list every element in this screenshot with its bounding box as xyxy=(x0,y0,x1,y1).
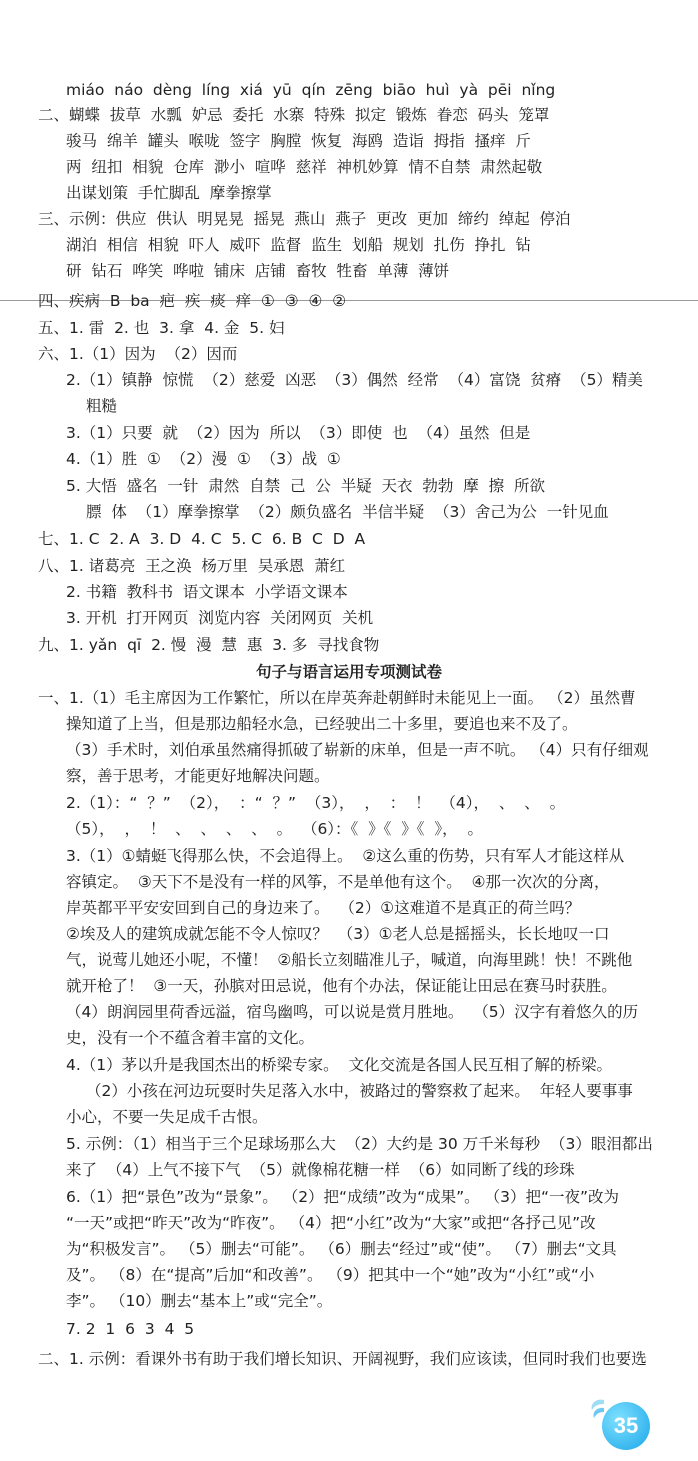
answer-line: 4.（1）胜 ① （2）漫 ① （3）战 ① xyxy=(66,450,341,468)
answer-line: 察，善于思考，才能更好地解决问题。 xyxy=(66,767,330,785)
answer-line: 六、1.（1）因为 （2）因而 xyxy=(38,345,238,363)
answer-line: 研 钻石 哗笑 哗啦 铺床 店铺 畜牧 牲畜 单薄 薄饼 xyxy=(66,262,450,280)
answer-line: ②埃及人的建筑成就怎能不令人惊叹？ （3）①老人总是摇摇头，长长地叹一口 xyxy=(66,925,610,943)
answer-line: （5）， ， ！ 、 、 、 、 。 （6）：《 》《 》《 》， 。 xyxy=(66,820,483,838)
answer-line: 容镇定。 ③天下不是没有一样的风筝，不是单他有这个。 ④那一次次的分离， xyxy=(66,873,610,891)
answer-line: 及”。 （8）在“提高”后加“和改善”。 （9）把其中一个“她”改为“小红”或“小 xyxy=(66,1266,595,1284)
answer-line: 七、1. C 2. A 3. D 4. C 5. C 6. B C D A xyxy=(38,530,366,548)
answer-line: 6.（1）把“景色”改为“景象”。 （2）把“成绩”改为“成果”。 （3）把“一夜”改为 xyxy=(66,1188,620,1206)
answer-line: “一天”或把“昨天”改为“昨夜”。 （4）把“小红”改为“大家”或把“各抒己见”改 xyxy=(66,1214,596,1232)
answer-line: 操知道了上当，但是那边船轻水急，已经驶出二十多里，要追也来不及了。 xyxy=(66,715,578,733)
answer-line: 膘 体 （1）摩拳擦掌 （2）颇负盛名 半信半疑 （3）舍己为公 一针见血 xyxy=(86,503,609,521)
answer-line: 八、1. 诸葛亮 王之涣 杨万里 吴承恩 萧红 xyxy=(38,557,346,575)
answer-line: 二、蝴蝶 拔草 水瓢 妒忌 委托 水寨 特殊 拟定 锻炼 眷恋 码头 笼罩 xyxy=(38,106,550,124)
answer-line: 湖泊 相信 相貌 吓人 威吓 监督 监生 划船 规划 扎伤 挣扎 钻 xyxy=(66,236,531,254)
answer-line: 四、疾病 B ba 疤 疾 痰 痒 ① ③ ④ ② xyxy=(38,292,347,310)
answer-line: 出谋划策 手忙脚乱 摩拳擦掌 xyxy=(66,184,272,202)
answer-line: （3）手术时，刘伯承虽然痛得抓破了崭新的床单，但是一声不吭。 （4）只有仔细观 xyxy=(66,741,649,759)
answer-line: 5. 示例：（1）相当于三个足球场那么大 （2）大约是 30 万千米每秒 （3）眼泪都出 xyxy=(66,1135,653,1153)
answer-line: 3.（1）①蜻蜓飞得那么快，不会追得上。 ②这么重的伤势，只有军人才能这样从 xyxy=(66,847,625,865)
answer-line: 来了 （4）上气不接下气 （5）就像棉花糖一样 （6）如同断了线的珍珠 xyxy=(66,1161,575,1179)
answer-line: 就开枪了！ ③一天，孙膑对田忌说，他有个办法，保证能让田忌在赛马时获胜。 xyxy=(66,977,617,995)
answer-line: 骏马 绵羊 罐头 喉咙 签字 胸膛 恢复 海鸥 造诣 拇指 搔痒 斤 xyxy=(66,132,531,150)
answer-line: 粗糙 xyxy=(86,397,118,415)
answer-line: 2.（1）镇静 惊慌 （2）慈爱 凶恶 （3）偶然 经常 （4）富饶 贫瘠 （5）精美 xyxy=(66,371,643,389)
answer-line: 两 纽扣 相貌 仓库 渺小 喧哗 慈祥 神机妙算 情不自禁 肃然起敬 xyxy=(66,158,543,176)
answer-line: 李”。 （10）删去“基本上”或“完全”。 xyxy=(66,1292,333,1310)
answer-line: 一、1.（1）毛主席因为工作繁忙，所以在岸英奔赴朝鲜时未能见上一面。 （2）虽然曹 xyxy=(38,689,636,707)
answer-line: 7. 2 1 6 3 4 5 xyxy=(66,1320,195,1338)
answer-line: 5. 大悟 盛名 一针 肃然 自禁 己 公 半疑 天衣 勃勃 摩 擦 所欲 xyxy=(66,477,545,495)
answer-line: 为“积极发言”。 （5）删去“可能”。 （6）删去“经过”或“使”。 （7）删去“文具 xyxy=(66,1240,617,1258)
answer-line: 2. 书籍 教科书 语文课本 小学语文课本 xyxy=(66,583,348,601)
page-number-badge: 35 xyxy=(602,1402,650,1450)
answer-line: 岸英都平平安安回到自己的身边来了。 （2）①这难道不是真正的荷兰吗？ xyxy=(66,899,581,917)
answer-line: miáo náo dèng líng xiá yū qín zēng biāo huì yà pēi nǐng xyxy=(66,81,556,99)
answer-line: 九、1. yǎn qī 2. 慢 漫 慧 惠 3. 多 寻找食物 xyxy=(38,636,380,654)
answer-line: 五、1. 雷 2. 也 3. 拿 4. 金 5. 妇 xyxy=(38,319,285,337)
answer-line: 2.（1）：“ ？” （2）， ：“ ？” （3）， ， ： ！ （4）， 、 、 。 xyxy=(66,794,566,812)
section-title: 句子与语言运用专项测试卷 xyxy=(255,663,442,681)
answer-line: （2）小孩在河边玩耍时失足落入水中，被路过的警察救了起来。 年轻人要事事 xyxy=(86,1082,633,1100)
answer-line: 史，没有一个不蕴含着丰富的文化。 xyxy=(66,1029,315,1047)
answer-line: 4.（1）茅以升是我国杰出的桥梁专家。 文化交流是各国人民互相了解的桥梁。 xyxy=(66,1056,613,1074)
answer-line: 三、示例：供应 供认 明晃晃 摇晃 燕山 燕子 更改 更加 缔约 绰起 停泊 xyxy=(38,210,571,228)
answer-line: 3.（1）只要 就 （2）因为 所以 （3）即使 也 （4）虽然 但是 xyxy=(66,424,531,442)
answer-line: 3. 开机 打开网页 浏览内容 关闭网页 关机 xyxy=(66,609,374,627)
answer-line: 二、1. 示例：看课外书有助于我们增长知识、开阔视野，我们应该读，但同时我们也要选 xyxy=(38,1350,647,1368)
answer-line: 小心，不要一失足成千古恨。 xyxy=(66,1108,268,1126)
answer-line: （4）朗润园里荷香远溢，宿鸟幽鸣，可以说是赏月胜地。 （5）汉字有着悠久的历 xyxy=(66,1003,639,1021)
answer-line: 气，说莺儿她还小呢，不懂！ ②船长立刻瞄准儿子，喊道，向海里跳！快！不跳他 xyxy=(66,951,633,969)
